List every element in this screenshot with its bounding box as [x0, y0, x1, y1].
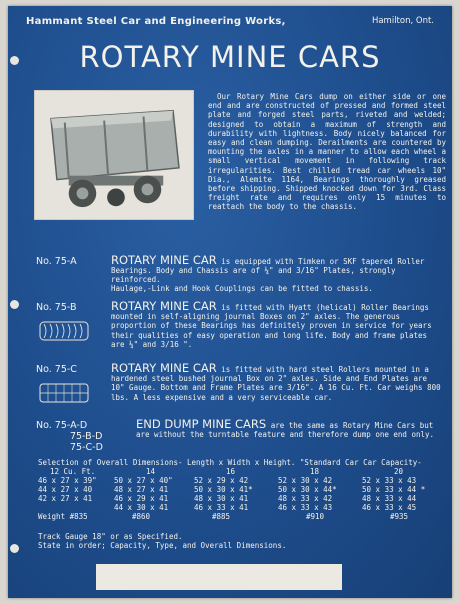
- capacity-column: [38, 467, 97, 521]
- model-number: No. 75-A-D: [36, 420, 88, 431]
- dimension-row: 52 x 30 x 42: [278, 476, 333, 485]
- model-name: ROTARY MINE CAR: [111, 361, 217, 375]
- page-header: [26, 16, 438, 30]
- column-weight: Weight #835: [38, 512, 88, 521]
- dimension-row: 48 x 33 x 42: [278, 494, 333, 503]
- dimension-row: 48 x 27 x 41: [114, 485, 169, 494]
- model-name: END DUMP MINE CARS: [136, 417, 267, 431]
- capacity-column: [114, 467, 173, 521]
- company-name: Hammant Steel Car and Engineering Works,: [26, 16, 286, 27]
- dimension-row: 50 x 30 x 44*: [278, 485, 337, 494]
- intro-paragraph: Our Rotary Mine Cars dump on either side or one end and are constructed of pressed and formed steel plate and forged steel parts, riveted and welded; designed to obtain a maximum of strength and durability with lightness. Body nicely balanced for easy and clean dumping. Derailments are countered by mounting the axles in a manner to allow each wheel a small vertical movement in following track irregularities. Best chilled tread car wheels 10" Dia., Alemite 1164, Bearings thoroughly greased before shipping. Shipped knocked down for 3rd. Class freight rate and requires only 15 minutes to reattach the body to the chassis.: [208, 92, 446, 212]
- column-weight: #935: [390, 512, 409, 521]
- catalog-page: [8, 6, 452, 598]
- column-weight: #910: [306, 512, 325, 521]
- model-description: [111, 361, 441, 402]
- label-patch: [96, 564, 342, 590]
- model-text: are the same as Rotary Mine Cars but are without the turntable feature and therefore dump one end only.: [136, 421, 435, 440]
- capacity-header: 18: [310, 467, 320, 476]
- model-name: ROTARY MINE CAR: [111, 299, 217, 313]
- model-description: [136, 417, 441, 440]
- dimension-row: 46 x 27 x 39": [38, 476, 97, 485]
- dimension-row: 50 x 30 x 41*: [194, 485, 253, 494]
- helical-bearing-icon: [34, 316, 94, 346]
- dimension-row: 46 x 33 x 45: [362, 503, 417, 512]
- roller-bearing-icon: [34, 378, 94, 408]
- model-text: is fitted with Hyatt (helical) Roller Bearings mounted in self-aligning journal Boxes on 2" axles. The generous proportion of these Bearings has definitely proven in service for years their qualities of easy operation and long life. Body and frame plates are ¼" and 3/16 ".: [111, 303, 432, 349]
- model-75b: [26, 299, 446, 354]
- capacity-column: [194, 467, 253, 521]
- model-end-dump: [26, 417, 446, 456]
- mine-car-photo: [34, 90, 194, 220]
- capacity-header: 14: [146, 467, 156, 476]
- column-weight: #860: [132, 512, 151, 521]
- model-text: is fitted with hard steel Rollers mounted in a hardened steel bushed journal Box on 2" axles. Side and End Plates are 10" Gauge. Bottom and Frame Plates are 3/16". A 16 Cu. Ft. Car weighs 800 lbs. A less expensive and a very serviceable car.: [111, 365, 441, 402]
- company-location: Hamilton, Ont.: [371, 16, 434, 26]
- model-number-c: 75-C-D: [70, 442, 103, 453]
- dimension-row: 48 x 33 x 44: [362, 494, 417, 503]
- model-name: ROTARY MINE CAR: [111, 253, 217, 267]
- order-instructions: State in order; Capacity, Type, and Overall Dimensions.: [38, 541, 287, 550]
- dimension-row: 52 x 29 x 42: [194, 476, 249, 485]
- dimension-row: 52 x 33 x 43: [362, 476, 417, 485]
- model-75a: [26, 253, 446, 298]
- model-text: is equipped with Timken or SKF tapered Roller Bearings. Body and Chassis are of ¼" and 3/16" Plates, strongly reinforced.: [111, 257, 425, 285]
- dimension-row: 42 x 27 x 41: [38, 494, 93, 503]
- model-description: [111, 253, 441, 285]
- dimension-row: 44 x 27 x 40: [38, 485, 93, 494]
- dimension-row: 44 x 30 x 41: [114, 503, 169, 512]
- model-number: No. 75-A: [36, 256, 77, 267]
- capacity-header: 12 Cu. Ft.: [50, 467, 96, 476]
- dimension-row: 48 x 30 x 41: [194, 494, 249, 503]
- capacity-header: 20: [394, 467, 404, 476]
- dimension-row: 50 x 27 x 40": [114, 476, 173, 485]
- punch-hole: [10, 544, 19, 553]
- model-number-b: 75-B-D: [70, 431, 103, 442]
- column-weight: #885: [212, 512, 231, 521]
- model-number: No. 75-C: [36, 364, 77, 375]
- dimensions-table: [38, 467, 442, 531]
- capacity-column: [362, 467, 425, 521]
- track-gauge-note: Track Gauge 18" or as Specified.: [38, 532, 183, 541]
- mine-car-illustration: [35, 91, 193, 219]
- dimensions-intro: Selection of Overall Dimensions- Length x Width x Height. "Standard Car Car Capacity-: [38, 458, 422, 467]
- capacity-header: 16: [226, 467, 236, 476]
- capacity-column: [278, 467, 337, 521]
- model-number: No. 75-B: [36, 302, 77, 313]
- model-description: [111, 299, 441, 349]
- dimension-row: 46 x 33 x 43: [278, 503, 333, 512]
- model-extra: Haulage,-Link and Hook Couplings can be fitted to chassis.: [111, 284, 373, 293]
- dimension-row: 46 x 33 x 41: [194, 503, 249, 512]
- punch-hole: [10, 300, 19, 309]
- dimension-row: 46 x 29 x 41: [114, 494, 169, 503]
- dimensions-section: [38, 458, 442, 531]
- page-title: ROTARY MINE CARS: [79, 40, 381, 74]
- dimension-row: 50 x 33 x 44 *: [362, 485, 426, 494]
- order-notes: [38, 532, 286, 550]
- model-75c: [26, 361, 446, 416]
